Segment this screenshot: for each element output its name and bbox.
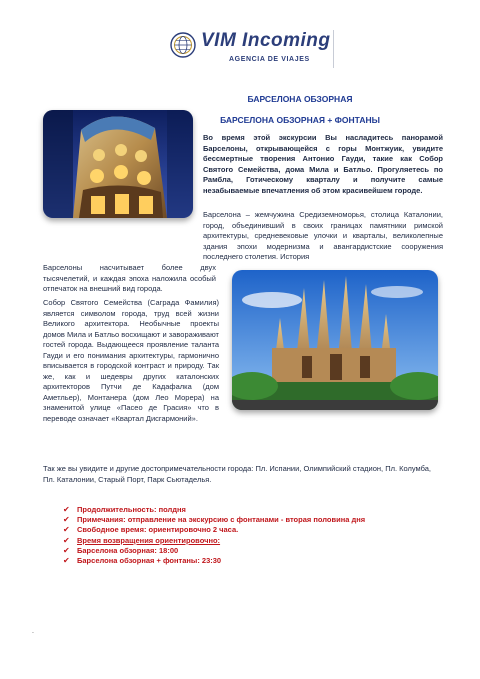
- page-title: БАРСЕЛОНА ОБЗОРНАЯ: [247, 94, 353, 104]
- info-item-notes: [63, 515, 365, 525]
- globe-emblem-icon: [170, 32, 196, 58]
- info-item-return-fountains: [63, 556, 365, 566]
- company-logo: [165, 27, 331, 77]
- info-item-return-time: [63, 536, 365, 546]
- info-item-label: Продолжительность: полдня: [77, 505, 186, 514]
- footer-mark: .: [32, 628, 34, 635]
- sagrada-paragraph: Собор Святого Семейства (Саграда Фамилия) является символом города, труд всей жизни Великого архитектора. Необычные проекты домов Мила и Батльо восхищают и завораживают гостей города. Выдающееся проявление таланта Гауди и его понимания архитектуры, гармонично вписывается в городской контраст и природу. Так же, как и шедевры других каталонских архитекторов Путчи де Кадафалка (дом Аметльер), Монтанера (дом Лео Морера) на знаменитой улице «Пасео де Грасия» что в переводе означает «Квартал Дисгармоний».: [43, 298, 219, 423]
- info-item-label: Барселона обзорная + фонтаны: 23:30: [77, 556, 222, 566]
- logo-subtitle: AGENCIA DE VIAJES: [229, 56, 310, 63]
- casa-batllo-photo: [43, 110, 193, 218]
- check-bullet-icon: ✔: [63, 545, 70, 555]
- check-bullet-icon: ✔: [63, 525, 70, 535]
- check-bullet-icon: ✔: [63, 505, 70, 514]
- city-paragraph: Барселона – жемчужина Средиземноморья, столица Каталонии, город, объединивший в своих границах памятники римской архитектуры, средневековые улочки и кварталы, великолепные здания эпохи модернизма и авангардистские сооружения последнего столетия. История: [203, 210, 443, 261]
- info-item-free-time: [63, 525, 365, 535]
- check-bullet-icon: ✔: [63, 535, 70, 545]
- info-item-label: Барселона обзорная: 18:00: [77, 545, 179, 555]
- logo-name: VIM Incoming: [201, 30, 331, 51]
- info-item-label: Свободное время: ориентировочно 2 часа.: [77, 525, 239, 535]
- check-bullet-icon: ✔: [63, 556, 70, 566]
- sights-paragraph: Так же вы увидите и другие достопримечательности города: Пл. Испании, Олимпийский стадион, Пл. Колумба, Пл. Каталонии, Старый Порт, Парк Сьютаделья.: [43, 464, 431, 484]
- sagrada-familia-photo: [232, 270, 438, 410]
- tour-info-list: [63, 505, 365, 566]
- city-paragraph-continued: Барселоны насчитывает более двух тысячелетий, и каждая эпоха наложила особый отпечаток на внешний вид города.: [43, 263, 216, 293]
- info-item-label: Примечания: отправление на экскурсию с фонтанами - вторая половина дня: [77, 515, 366, 525]
- info-item-duration: [63, 505, 365, 515]
- header-divider: [333, 30, 334, 68]
- page-subtitle: БАРСЕЛОНА ОБЗОРНАЯ + ФОНТАНЫ: [220, 115, 380, 125]
- info-item-label: Время возвращения ориентировочно:: [77, 535, 221, 545]
- intro-paragraph: Во время этой экскурсии Вы насладитесь панорамой Барселоны, открывающейся с горы Монтжуик, увидите бессмертные творения Антонио Гауди, такие как Собор Святого Семейства, дома Мила и Батльо. Прогуляетесь по Рамбла, Готическому кварталу и получите самые незабываемые впечатления об этом красивейшем городе.: [203, 133, 443, 195]
- check-bullet-icon: ✔: [63, 515, 70, 525]
- info-item-return-overview: [63, 546, 365, 556]
